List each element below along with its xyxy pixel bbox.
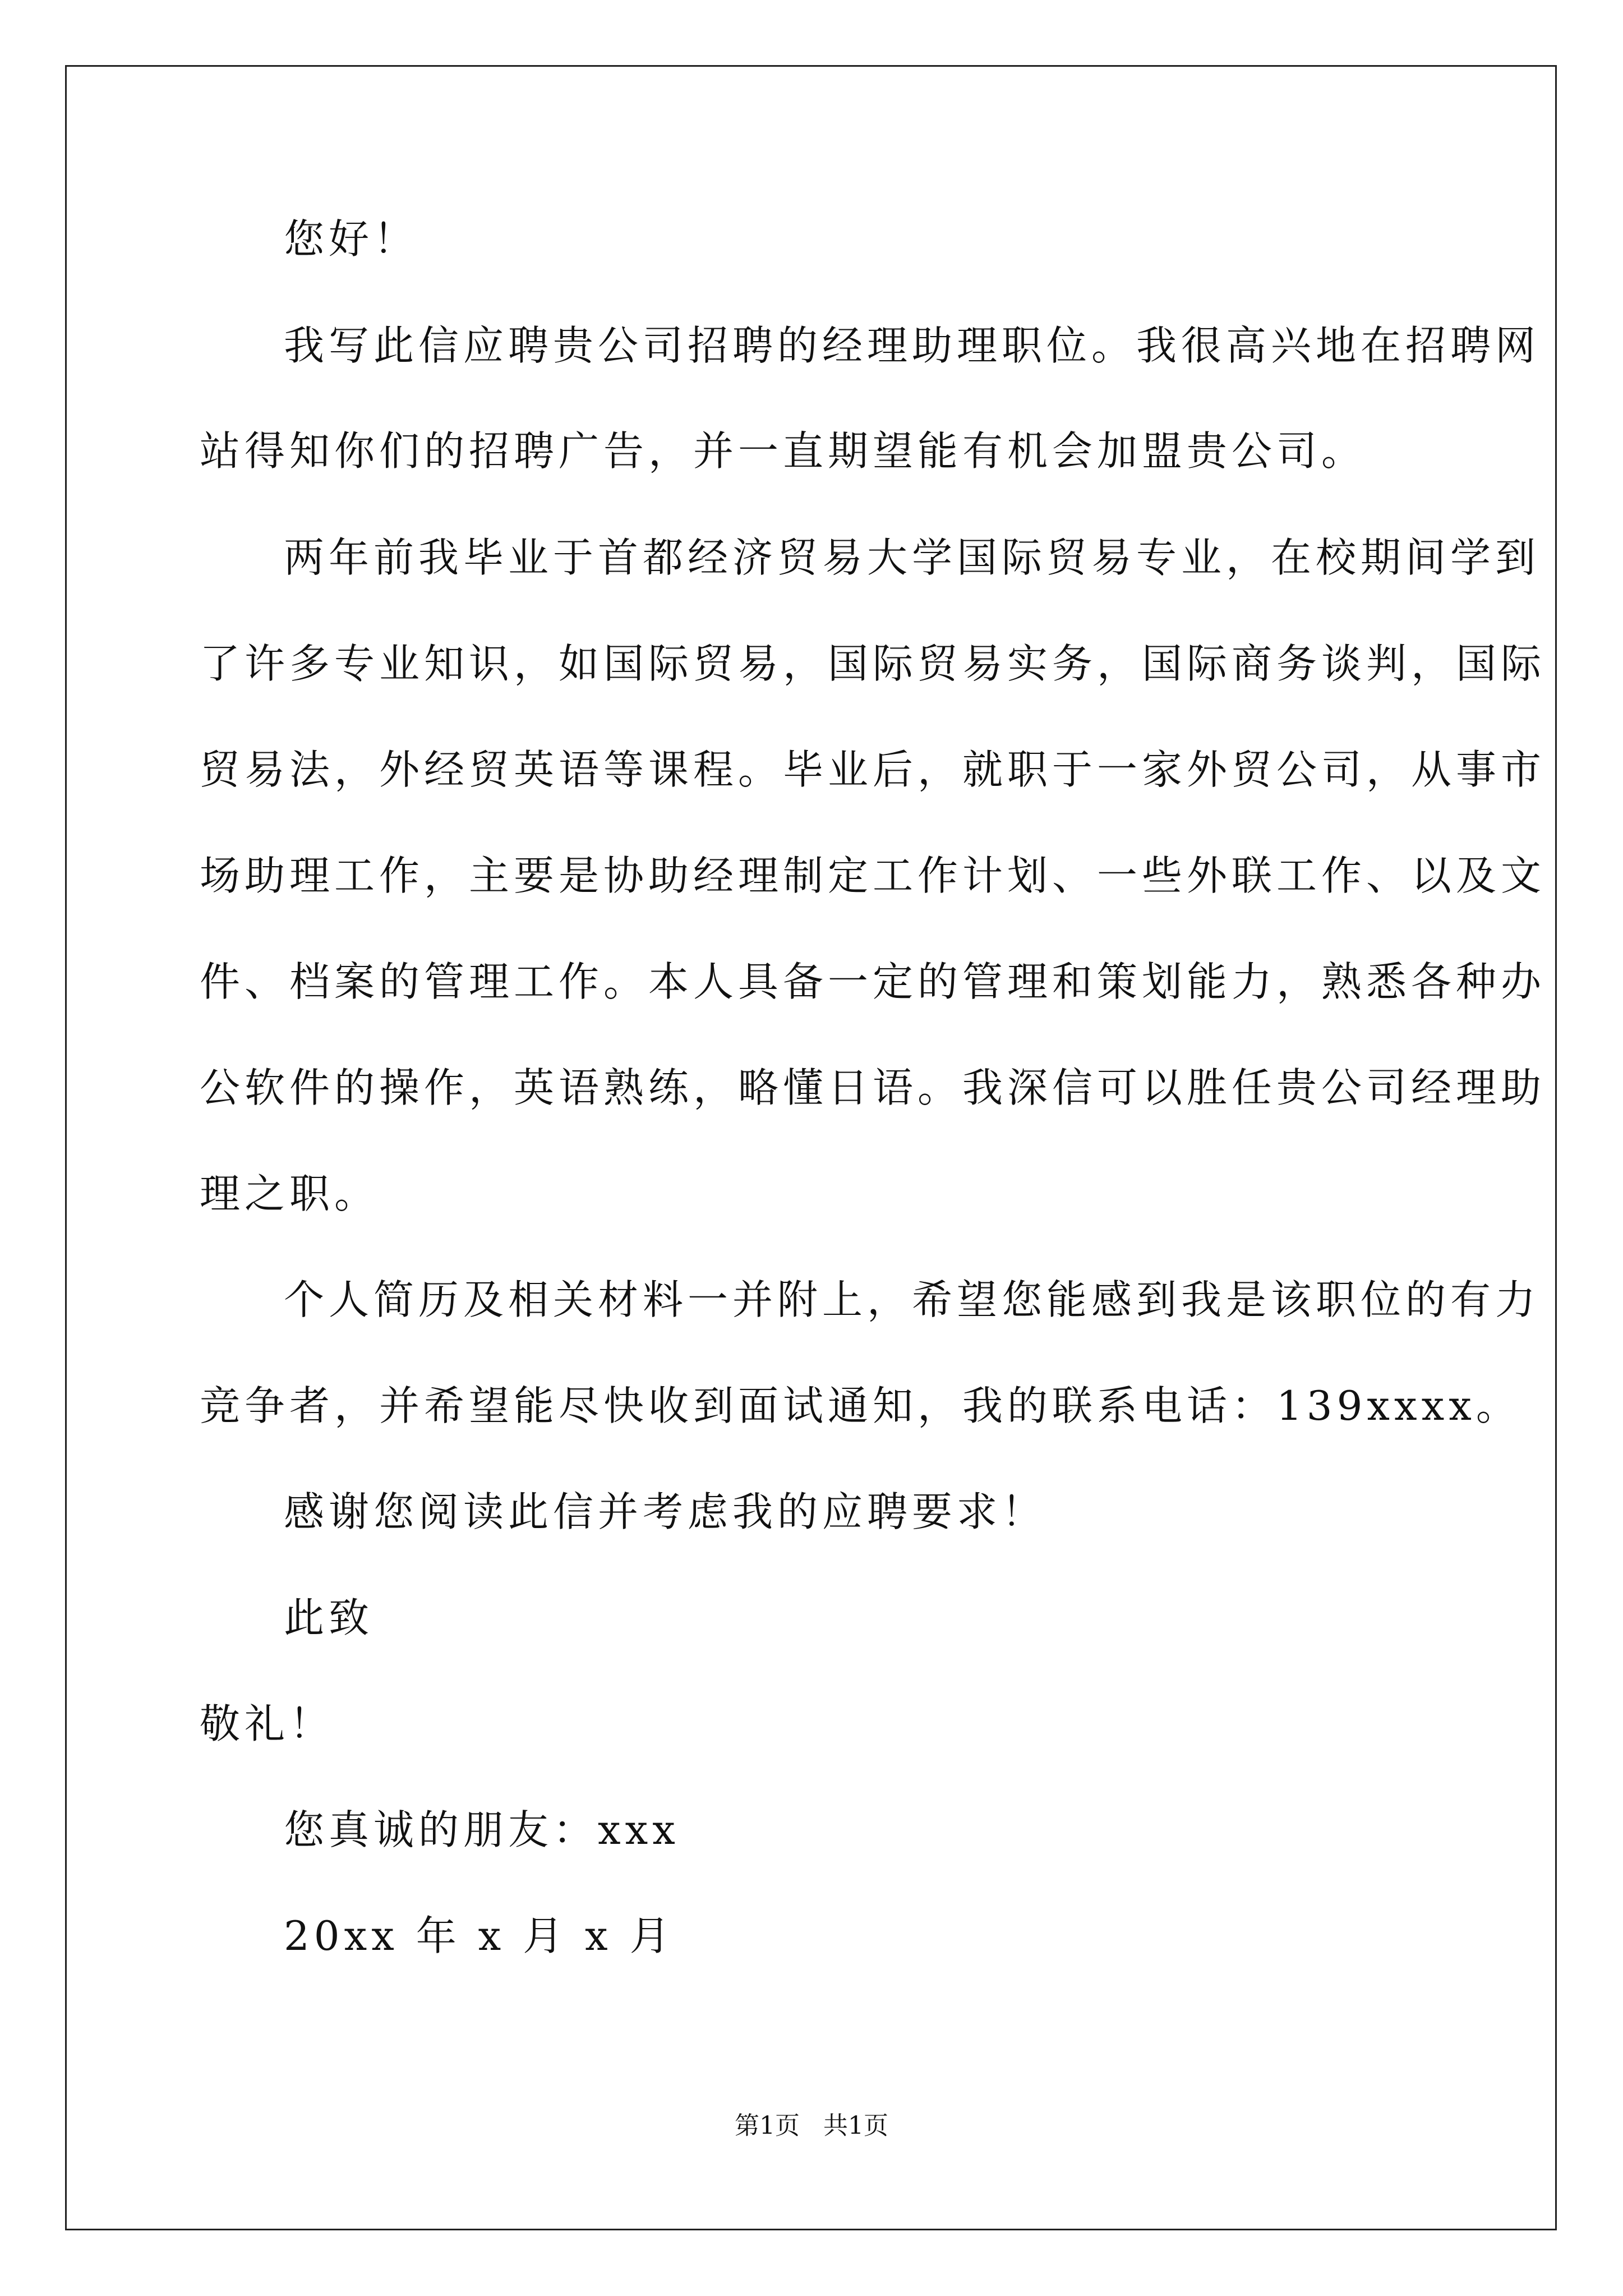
paragraph-4: 感谢您阅读此信并考虑我的应聘要求！ (284, 1488, 1047, 1535)
paragraph-2-line-1: 两年前我毕业于首都经济贸易大学国际贸易专业，在校期间学到 (284, 534, 1541, 581)
paragraph-2-line-3: 贸易法，外经贸英语等课程。毕业后，就职于一家外贸公司，从事市 (200, 746, 1546, 793)
paragraph-2-line-5: 件、档案的管理工作。本人具备一定的管理和策划能力，熟悉各种办 (200, 958, 1546, 1005)
paragraph-3-line-2: 竞争者，并希望能尽快收到面试通知，我的联系电话：139xxxx。 (200, 1382, 1521, 1429)
paragraph-2-line-6: 公软件的操作，英语熟练，略懂日语。我深信可以胜任贵公司经理助 (200, 1064, 1546, 1111)
date: 20xx 年 x 月 x 月 (284, 1912, 675, 1959)
signature: 您真诚的朋友：xxx (284, 1806, 680, 1853)
paragraph-2-line-2: 了许多专业知识，如国际贸易，国际贸易实务，国际商务谈判，国际 (200, 640, 1546, 687)
paragraph-2-line-4: 场助理工作，主要是协助经理制定工作计划、一些外联工作、以及文 (200, 852, 1546, 899)
paragraph-2-line-7: 理之职。 (200, 1170, 380, 1217)
page-number-footer: 第1页 共1页 (735, 2111, 888, 2140)
paragraph-1-line-2: 站得知你们的招聘广告，并一直期望能有机会加盟贵公司。 (200, 427, 1367, 475)
paragraph-1-line-1: 我写此信应聘贵公司招聘的经理助理职位。我很高兴地在招聘网 (284, 322, 1541, 369)
closing-salutation: 此致 (284, 1594, 374, 1641)
paragraph-3-line-1: 个人简历及相关材料一并附上，希望您能感到我是该职位的有力 (284, 1276, 1541, 1323)
page-frame (65, 65, 1557, 2230)
closing-regards: 敬礼！ (200, 1700, 335, 1747)
greeting: 您好！ (284, 215, 419, 263)
